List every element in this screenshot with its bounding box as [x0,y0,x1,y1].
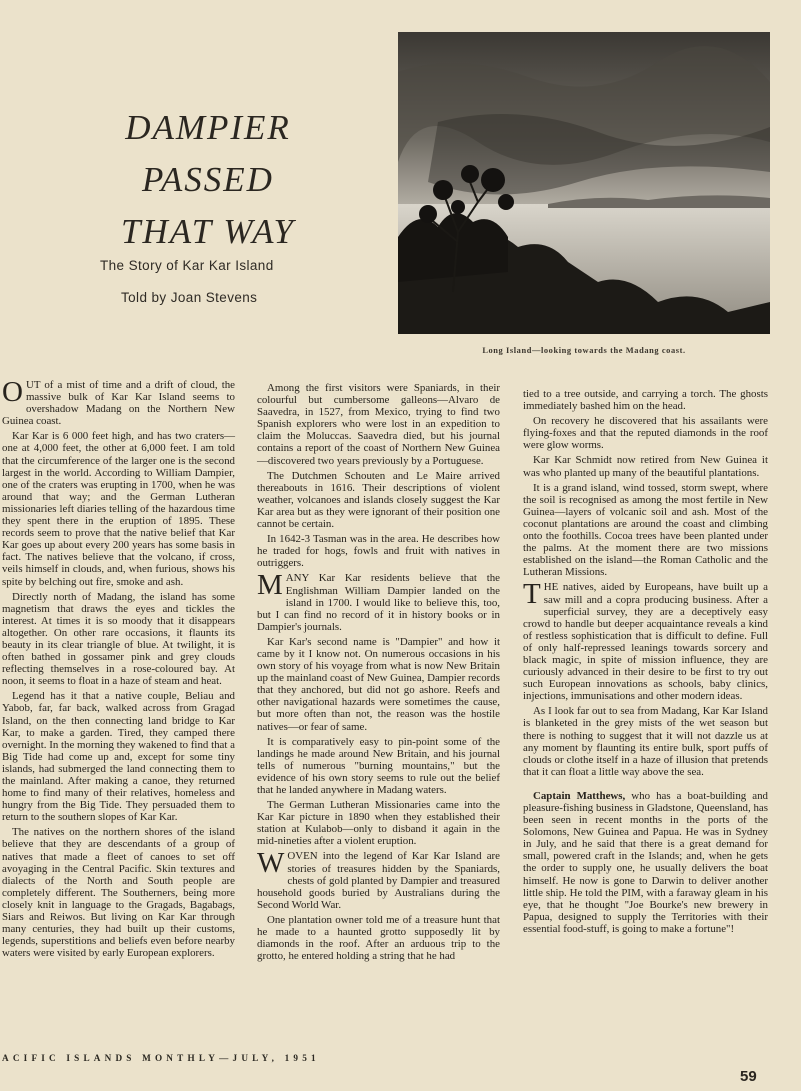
paragraph: It is a grand island, wind tossed, storm swept, where the soil is recognised as among the most fertile in New Guinea—layers of volcanic soil and ash. Most of the coconut plantations are around the coast and climbing onto the foothills. Cocoa trees have been planted under the palms. At the moment there are two missions established on the island—the Roman Catholic and the Lutheran Missions. [523,481,768,579]
drop-cap: M [257,569,283,602]
column-2 [257,382,500,965]
paragraph: On recovery he discovered that his assailants were flying-foxes and that the reputed diamonds in the roof were glow worms. [523,415,768,452]
photo-caption: Long Island—looking towards the Madang coast. [482,346,686,355]
drop-cap: T [523,578,541,611]
running-footer: ACIFIC ISLANDS MONTHLY—JULY, 1951 [2,1053,320,1063]
column-1 [2,376,235,962]
paragraph: The Dutchmen Schouten and Le Maire arrived thereabouts in 1616. Their descriptions of violent weather, volcanoes and islands closely suggest the Kar Kar area but as they were ignorant of their position one cannot be certain. [257,469,500,531]
news-item: Captain Matthews, who has a boat-building and pleasure-fishing business in Gladstone, Queensland, has been seen in recent months in the ports of the Solomons, New Guinea and Papua. He was in Sydney in July, and he said that there is a great demand for small, powered craft in the Islands; and, when he gets the order to supply one, he usually delivers the boat himself. He now is gone to Darwin to deliver another little ship. He told the PIM, with a faraway gleam in his eye, that he thought "Joe Bourke's new brewery in Papua, designed to supply the Territories with their essential food-stuff, is going to make a fortune"! [523,789,768,935]
title-line-2: THAT WAY [120,212,296,251]
margin-mark [520,4,530,12]
island-photograph [398,32,770,334]
column-3 [523,388,768,938]
paragraph: As I look far out to sea from Madang, Kar Kar Island is blanketed in the grey mists of the wet season but there is nothing to suggest that it will not dazzle us at any moment by flaunting its entire bulk, sport puffs of clouds or clothe itself in a haze of illusion that pretends that it can float a little way above the sea. [523,705,768,778]
drop-cap: W [257,847,285,880]
drop-cap: O [2,376,23,408]
article-title [58,102,358,258]
paragraph: WOVEN into the legend of Kar Kar Island are stories of treasures hidden by the Spaniards, chests of gold planted by Dampier and treasured household goods buried by Australians during the Second World War. [257,847,500,911]
page-number: 59 [740,1068,757,1085]
photo-image [398,32,770,334]
paragraph: The natives on the northern shores of the island believe that they are descendants of a group of natives that made a fleet of canoes to set off avoyaging in the Central Pacific. Skin textures and dialects of the North and South people are completely different. The Southerners, being more closely knit in language to the Gragads, Bagabags, Siars and Reiwos. But living on Kar Kar through many centuries, they had built up their customs, legends, superstitions and beliefs even before nearby waters were visited by early European explorers. [2,826,235,960]
paragraph: OUT of a mist of time and a drift of cloud, the massive bulk of Kar Kar Island seems to overshadow Madang on the Northern New Guinea coast. [2,376,235,428]
paragraph: tied to a tree outside, and carrying a torch. The ghosts immediately bashed him on the head. [523,388,768,413]
article-byline: Told by Joan Stevens [121,290,258,305]
paragraph: Legend has it that a native couple, Beliau and Yabob, far, far back, walked across from Gragad Island, on the then connecting land bridge to Kar Kar, to make a garden. Tired, they camped there overnight. In the morning they wakened to find that a Big Tide had come up and, except for some tiny islands, had submerged the land connecting them to the mainland. After making a canoe, they returned home to find many of their relatives, homeless and hungry from the Big Tide. They persuaded them to return to the southern slopes of Kar Kar. [2,690,235,824]
paragraph: Directly north of Madang, the island has some magnetism that draws the eyes and tickles the interest. At times it is so moody that it disappears altogether. On other rare occasions, it flaunts its beauty in its clear triangle of blue. At twilight, it is often bathed in gossamer pink and grey clouds reflecting themselves in a rose-coloured bay. At noon, it seems to float in a haze of steam and heat. [2,590,235,688]
paragraph: The German Lutheran Missionaries came into the Kar Kar picture in 1890 when they established their station at Kulabob—only to disband it again in the mid-nineties after a violent eruption. [257,799,500,848]
paragraph: In 1642-3 Tasman was in the area. He describes how he traded for hogs, fowls and fruit with natives in outriggers. [257,533,500,570]
paragraph: THE natives, aided by Europeans, have built up a saw mill and a copra producing business. After a superficial survey, they are a deceptively easy crowd to handle but deeper acquaintance reveals a kind of restless sophistication that is difficult to define. Full of only half-repressed leanings towards sorcery and black magic, in spite of mission influence, they are curiously advanced in their desire to be first to try out such European innovations as schools, baby clinics, injections, immunisations and other modern ideas. [523,578,768,703]
paragraph: One plantation owner told me of a treasure hunt that he made to a haunted grotto supposedly lit by diamonds in the roof. After an arduous trip to the grotto, he entered holding a string that he had [257,913,500,963]
paragraph: It is comparatively easy to pin-point some of the landings he made around New Britain, and his journal tells of numerous "burning mountains," but the evidence of his own story seems to rule out the belief that he landed anywhere in Madang waters. [257,735,500,796]
paragraph: Kar Kar is 6 000 feet high, and has two craters—one at 4,000 feet, the other at 6,000 feet. I am told that the circumference of the larger one is the second largest in the world. According to William Dampier, one of the craters was erupting in 1700, when he was around that way; and the German Lutheran missionaries left diaries telling of the hazardous time they spent there in the eruption of 1895. These records seem to prove that the native belief that Kar Kar goes up about every 200 years has some basis in fact. The natives believe that the volcano, if cross, veils himself in clouds, and, when furious, shows his spite by belching out fire, smoke and ash. [2,430,235,588]
paragraph: Kar Kar's second name is "Dampier" and how it came by it I know not. On numerous occasions in his own story of his voyage from what is now New Britain up the mainland coast of New Guinea, Dampier records that they anchored, but did not go ashore. Reefs and other navigational hazards were sometimes the cause, but more often than not, the reason was the hostile natives—or fear of same. [257,635,500,733]
person-name: Captain Matthews, [533,789,626,802]
title-line-1: DAMPIER PASSED [125,108,291,199]
paragraph: Among the first visitors were Spaniards, in their colourful but cumbersome galleons—Alvaro de Saavedra, in 1527, from Mexico, trying to find two Spanish explorers who were lost in an expedition to claim the Moluccas. Saavedra died, but his journal contains a report of the coast of Northern New Guinea—discovered two years previously by a Portuguese. [257,382,500,467]
paragraph: MANY Kar Kar residents believe that the Englishman William Dampier landed on the island in 1700. I would like to believe this, too, but I can find no record of it in history books or in Dampier's journals. [257,569,500,633]
article-subtitle: The Story of Kar Kar Island [100,258,274,273]
paragraph: Kar Kar Schmidt now retired from New Guinea it was who planted up many of the beautiful plantations. [523,454,768,479]
